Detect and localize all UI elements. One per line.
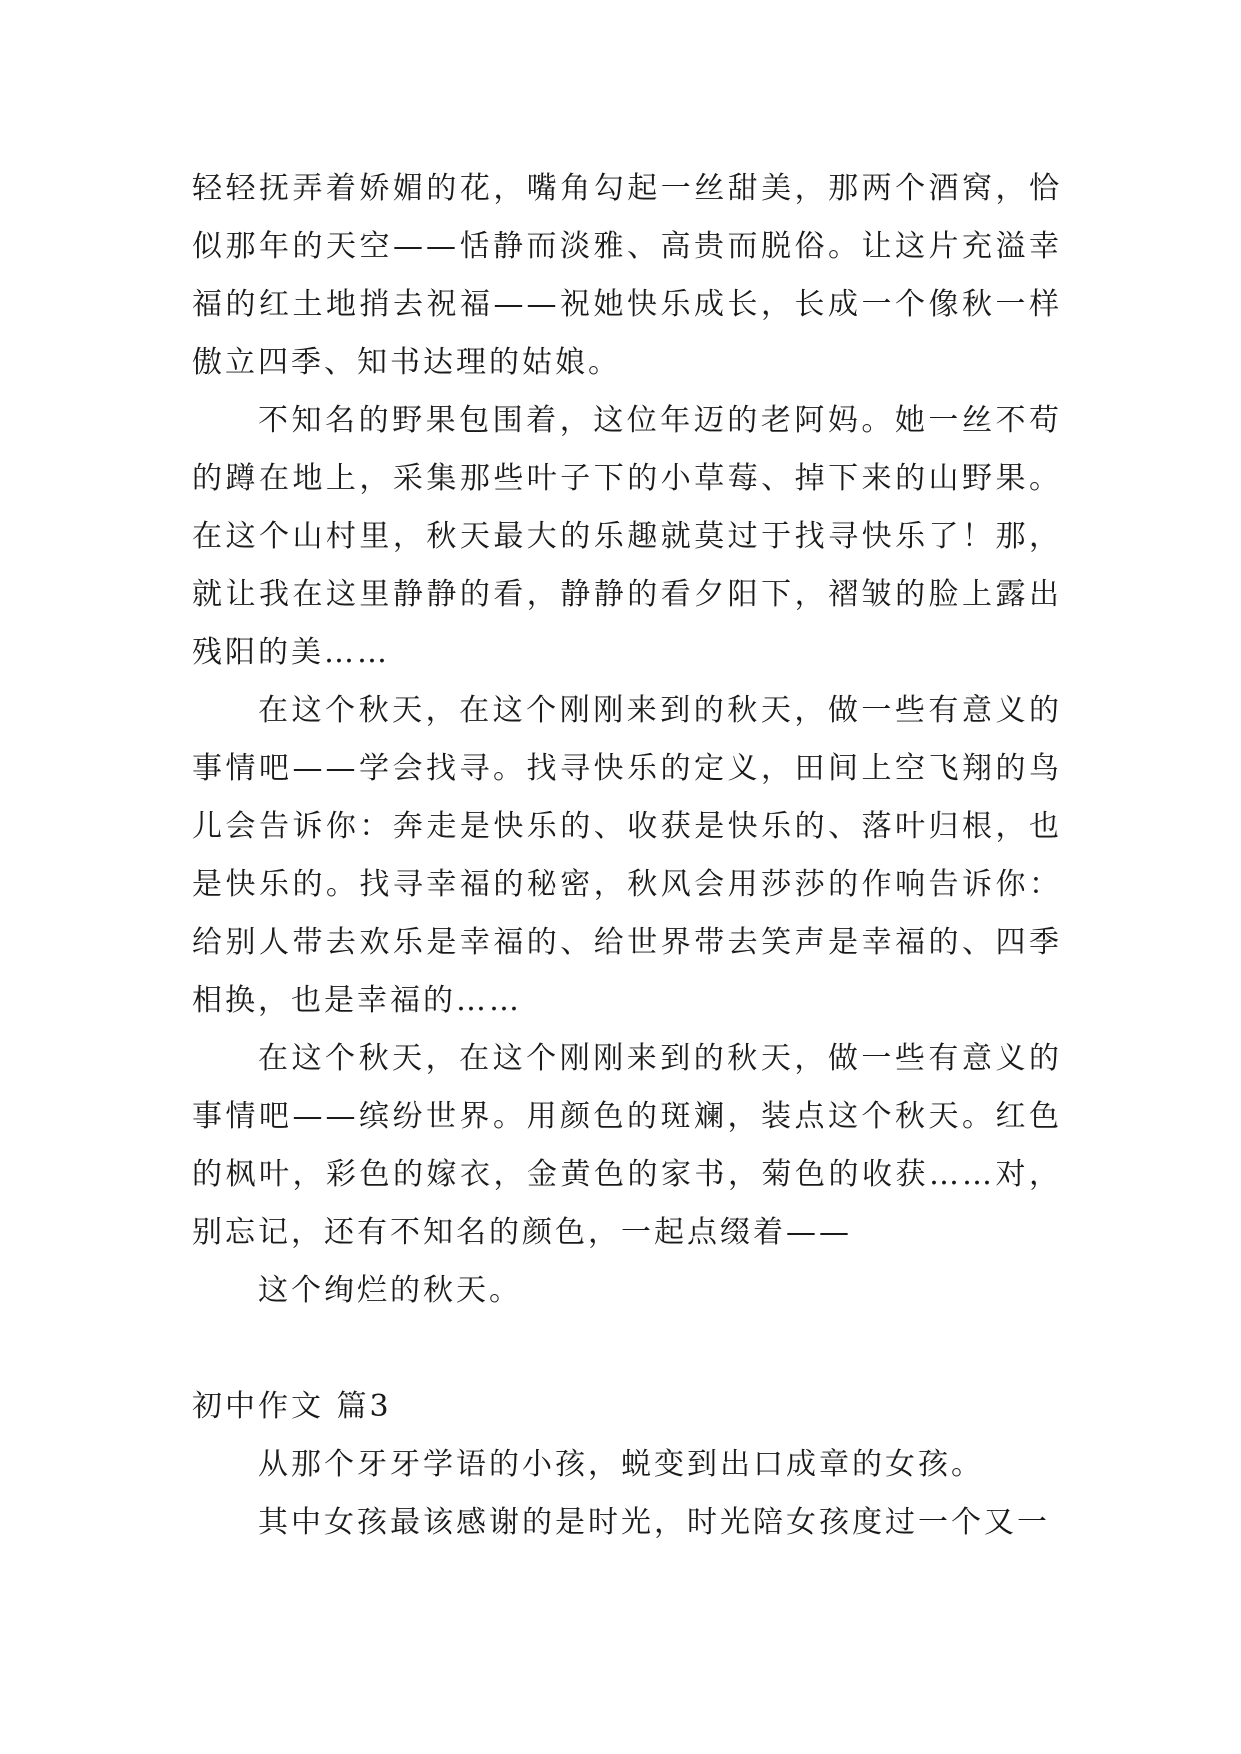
- section-heading: 初中作文 篇3: [192, 1389, 392, 1424]
- paragraph-thank-time: 其中女孩最该感谢的是时光，时光陪女孩度过一个又一: [258, 1505, 1050, 1540]
- paragraph-colorful-world: 在这个秋天，在这个刚刚来到的秋天，做一些有意义的事情吧——缤纷世界。用颜色的斑斓，装点这个秋天。红色的枫叶，彩色的嫁衣，金黄色的家书，菊色的收获……对，别忘记，还有不知名的颜色，一起点缀着——: [192, 1041, 1062, 1250]
- paragraph-learn-to-seek: 在这个秋天，在这个刚刚来到的秋天，做一些有意义的事情吧——学会找寻。找寻快乐的定义，田间上空飞翔的鸟儿会告诉你：奔走是快乐的、收获是快乐的、落叶归根，也是快乐的。找寻幸福的秘密，秋风会用莎莎的作响告诉你：给别人带去欢乐是幸福的、给世界带去笑声是幸福的、四季相换，也是幸福的……: [192, 693, 1062, 1018]
- paragraph-flower-girl: 轻轻抚弄着娇媚的花，嘴角勾起一丝甜美，那两个酒窝，恰似那年的天空——恬静而淡雅、高贵而脱俗。让这片充溢幸福的红土地捎去祝福——祝她快乐成长，长成一个像秋一样傲立四季、知书达理的姑娘。: [192, 171, 1062, 380]
- paragraph-old-mother: 不知名的野果包围着，这位年迈的老阿妈。她一丝不苟的蹲在地上，采集那些叶子下的小草莓、掉下来的山野果。在这个山村里，秋天最大的乐趣就莫过于找寻快乐了！那，就让我在这里静静的看，静静的看夕阳下，褶皱的脸上露出残阳的美……: [192, 403, 1062, 670]
- paragraph-gorgeous-autumn: 这个绚烂的秋天。: [258, 1273, 522, 1308]
- paragraph-little-child: 从那个牙牙学语的小孩，蜕变到出口成章的女孩。: [258, 1447, 984, 1482]
- document-body: [192, 160, 1062, 1552]
